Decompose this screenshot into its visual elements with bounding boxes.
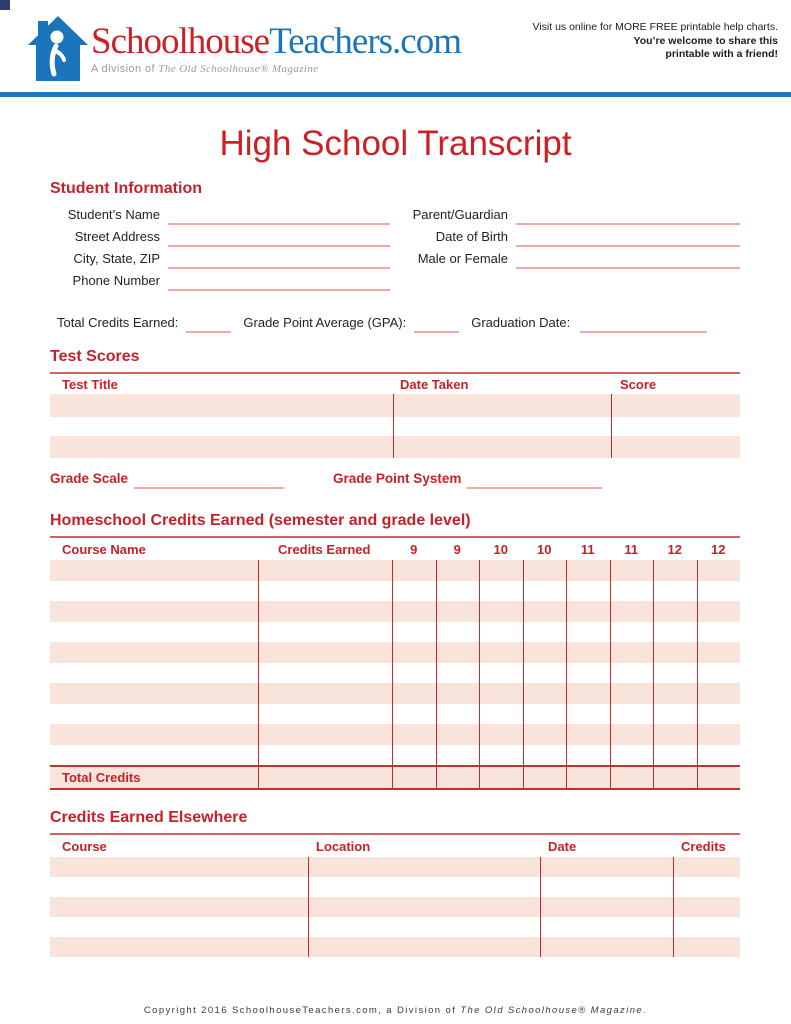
- column-divider: [673, 857, 674, 957]
- credits-summary-row: [50, 311, 740, 333]
- grade-11-column-header: 11: [580, 541, 595, 557]
- write-in-line: [168, 229, 390, 247]
- brand-teachers-com: Teachers.com: [269, 21, 461, 62]
- schoolhouse-logo-icon: [28, 16, 88, 82]
- column-divider: [479, 560, 480, 790]
- column-divider: [258, 560, 259, 790]
- test-scores-table-body: [50, 394, 740, 458]
- write-in-line: [168, 273, 390, 291]
- field-street-address: [50, 225, 395, 247]
- course-name-column-header: Course Name: [62, 541, 146, 557]
- parent-guardian-label: Parent/Guardian: [412, 207, 508, 222]
- grade-12-column-header: 12: [667, 541, 682, 557]
- table-row: [50, 622, 740, 642]
- table-row: [50, 937, 740, 957]
- field-phone-number: [50, 269, 395, 291]
- write-in-line: [467, 471, 602, 489]
- column-divider: [393, 394, 394, 458]
- student-info-left-column: [50, 203, 395, 291]
- promo-line-1: Visit us online for MORE FREE printable help charts.: [532, 21, 778, 33]
- date-taken-column-header: Date Taken: [400, 376, 469, 392]
- grade-12-column-header: 12: [711, 541, 726, 557]
- promo-text: [533, 21, 779, 62]
- test-scores-heading: Test Scores: [50, 348, 140, 365]
- male-or-female-label: Male or Female: [417, 251, 508, 266]
- column-divider: [436, 560, 437, 790]
- brand-title: [91, 22, 461, 62]
- grade-scale-row: [50, 469, 740, 489]
- write-in-line: [168, 207, 390, 225]
- table-row: [50, 663, 740, 683]
- grade-scale-label: Grade Scale: [50, 471, 129, 486]
- homeschool-credits-heading: Homeschool Credits Earned (semester and grade level): [50, 512, 471, 529]
- total-credits-label: Total Credits: [62, 770, 141, 785]
- score-column-header: Score: [620, 376, 657, 392]
- table-row: [50, 394, 740, 417]
- credits-elsewhere-header-row: [50, 835, 740, 857]
- grade-10-column-header: 10: [493, 541, 508, 557]
- table-row: [50, 724, 740, 745]
- tagline-magazine-name: The Old Schoolhouse® Magazine: [158, 63, 319, 75]
- graduation-date-label: Graduation Date:: [471, 315, 571, 330]
- column-divider: [611, 394, 612, 458]
- total-credits-earned-label: Total Credits Earned:: [57, 315, 179, 330]
- table-row: [50, 642, 740, 663]
- street-address-label: Street Address: [74, 229, 160, 244]
- table-row: [50, 877, 740, 897]
- phone-number-label: Phone Number: [72, 273, 160, 288]
- page-header: [0, 0, 791, 97]
- table-row: [50, 897, 740, 917]
- table-row: [50, 581, 740, 601]
- write-in-line: [168, 251, 390, 269]
- total-credits-row: [50, 765, 740, 790]
- write-in-line: [516, 251, 740, 269]
- brand-wordmark: [91, 22, 461, 75]
- column-divider: [697, 560, 698, 790]
- copyright-text: Copyright 2016 SchoolhouseTeachers.com, a Division of: [143, 1005, 461, 1016]
- column-divider: [523, 560, 524, 790]
- credits-earned-column-header: Credits Earned: [278, 541, 371, 557]
- grade-10-column-header: 10: [537, 541, 552, 557]
- column-divider: [566, 560, 567, 790]
- city-state-zip-label: City, State, ZIP: [73, 251, 160, 266]
- gpa-label: Grade Point Average (GPA):: [243, 315, 407, 330]
- table-row: [50, 704, 740, 724]
- write-in-line: [414, 315, 459, 333]
- date-of-birth-label: Date of Birth: [435, 229, 508, 244]
- homeschool-header-row: [50, 538, 740, 560]
- brand-schoolhouse: Schoolhouse: [91, 21, 270, 62]
- form-content: [50, 179, 740, 957]
- location-column-header: Location: [316, 838, 371, 854]
- table-row: [50, 436, 740, 458]
- copyright-footer: [0, 1005, 791, 1016]
- date-column-header: Date: [548, 838, 577, 854]
- students-name-label: Student’s Name: [67, 207, 160, 222]
- field-date-of-birth: [395, 225, 740, 247]
- promo-line-3: printable with a friend!: [665, 48, 778, 60]
- table-row: [50, 857, 740, 877]
- table-row: [50, 560, 740, 581]
- promo-line-2: You’re welcome to share this: [633, 34, 778, 47]
- column-divider: [308, 857, 309, 957]
- field-male-or-female: [395, 247, 740, 269]
- student-info-fields: [50, 203, 740, 291]
- column-divider: [610, 560, 611, 790]
- student-info-heading: Student Information: [50, 180, 202, 197]
- course-column-header: Course: [62, 838, 107, 854]
- grade-9-column-header: 9: [410, 541, 418, 557]
- write-in-line: [134, 471, 284, 489]
- student-info-right-column: [395, 203, 740, 291]
- write-in-line: [186, 315, 231, 333]
- table-row: [50, 683, 740, 704]
- field-city-state-zip: [50, 247, 395, 269]
- grade-9-column-header: 9: [453, 541, 461, 557]
- page-title: High School Transcript: [219, 124, 572, 163]
- write-in-line: [580, 315, 707, 333]
- table-row: [50, 917, 740, 937]
- write-in-line: [516, 207, 740, 225]
- header-divider-bar: [0, 92, 791, 97]
- test-scores-header-row: [50, 374, 740, 394]
- table-row: [50, 417, 740, 436]
- copyright-magazine-name: The Old Schoolhouse® Magazine.: [460, 1005, 648, 1016]
- corner-mark: [0, 0, 10, 10]
- field-parent-guardian: [395, 203, 740, 225]
- grade-point-system-label: Grade Point System: [333, 471, 462, 486]
- column-divider: [540, 857, 541, 957]
- credits-column-header: Credits: [681, 838, 726, 854]
- grade-11-column-header: 11: [624, 541, 639, 557]
- write-in-line: [516, 229, 740, 247]
- test-title-column-header: Test Title: [62, 376, 118, 392]
- brand-tagline: A division of The Old Schoolhouse® Magazine: [91, 63, 319, 75]
- credits-elsewhere-table-body: [50, 857, 740, 957]
- column-divider: [392, 560, 393, 790]
- credits-elsewhere-heading: Credits Earned Elsewhere: [50, 809, 248, 826]
- homeschool-table-body: [50, 560, 740, 790]
- column-divider: [653, 560, 654, 790]
- field-students-name: [50, 203, 395, 225]
- table-row: [50, 601, 740, 622]
- table-row: [50, 745, 740, 765]
